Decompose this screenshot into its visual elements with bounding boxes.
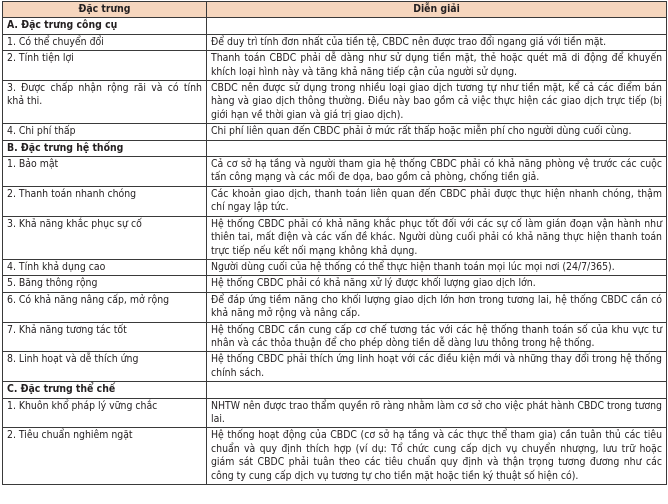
section-row [3,140,667,156]
description-cell: Hệ thống CBDC phải có khả năng khắc phục tốt đối với các sự cố làm gián đoạn vận hành như thiên tai, mất điện và các vấn đề khác. Người dùng cuối phải có khả năng thực hiện thanh toán trực tiếp nếu kết nối mạng không khả dụng. [207,216,667,259]
table-row [3,276,667,292]
characteristics-table [2,1,667,485]
description-cell: Hệ thống CBDC phải có khả năng xử lý được khối lượng giao dịch lớn. [207,276,667,292]
table-row [3,51,667,81]
table-row [3,216,667,259]
feature-cell: 2. Tiêu chuẩn nghiêm ngặt [3,428,207,485]
description-cell: Chi phí liên quan đến CBDC phải ở mức rất thấp hoặc miễn phí cho người dùng cuối cùng. [207,124,667,140]
description-cell: Người dùng cuối của hệ thống có thể thực hiện thanh toán mọi lúc mọi nơi (24/7/365). [207,259,667,275]
table-row [3,157,667,187]
feature-cell: 2. Thanh toán nhanh chóng [3,186,207,216]
description-cell: Để duy trì tính đơn nhất của tiền tệ, CBDC nên được trao đổi ngang giá với tiền mặt. [207,34,667,50]
table-row [3,259,667,275]
header-description: Diễn giải [207,2,667,18]
table-row [3,398,667,428]
description-cell: Để đáp ứng tiềm năng cho khối lượng giao dịch lớn hơn trong tương lai, hệ thống CBDC cần có khả năng mở rộng và nâng cấp. [207,292,667,322]
description-cell: Hệ thống hoạt động của CBDC (cơ sở hạ tầng và các thực thể tham gia) cần tuân thủ các tiêu chuẩn và quy định thích hợp (ví dụ: Tổ chức cung cấp dịch vụ chuyển nhượng, lưu trữ hoặc giám sát CBDC phải tuân theo các tiêu chuẩn quy định và thận trọng tương đương như các công ty cung cấp dịch vụ tương tự cho tiền mặt hoặc tiền ký thuật số hiện có). [207,428,667,485]
feature-cell: 8. Linh hoạt và dễ thích ứng [3,352,207,382]
description-cell: Hệ thống CBDC phải thích ứng linh hoạt với các điều kiện mới và những thay đổi trong hệ thống chính sách. [207,352,667,382]
feature-cell: 3. Khả năng khắc phục sự cố [3,216,207,259]
feature-cell: 5. Băng thông rộng [3,276,207,292]
table-row [3,81,667,124]
description-cell: NHTW nên được trao thẩm quyền rõ ràng nhằm làm cơ sở cho việc phát hành CBDC trong tương lai. [207,398,667,428]
feature-cell: 1. Bảo mật [3,157,207,187]
header-feature: Đặc trưng [3,2,207,18]
description-cell: Các khoản giao dịch, thanh toán liên quan đến CBDC phải được thực hiện nhanh chóng, thậm chí ngay lập tức. [207,186,667,216]
description-cell: CBDC nên được sử dụng trong nhiều loại giao dịch tương tự như tiền mặt, kể cả các điểm bán hàng và giao dịch thông thường. Điều này bao gồm cả việc thực hiện các giao dịch trực tiếp (bị giới hạn về thời gian và giá trị giao dịch). [207,81,667,124]
feature-cell: 4. Tính khả dụng cao [3,259,207,275]
feature-cell: 2. Tính tiện lợi [3,51,207,81]
table-row [3,292,667,322]
section-row [3,18,667,34]
feature-cell: 1. Có thể chuyển đổi [3,34,207,50]
feature-cell: 6. Có khả năng nâng cấp, mở rộng [3,292,207,322]
description-cell: Cả cơ sở hạ tầng và người tham gia hệ thống CBDC phải có khả năng phòng vệ trước các cuộc tấn công mạng và các mối đe dọa, bao gồm cả phòng, chống tiền giả. [207,157,667,187]
feature-cell: 3. Được chấp nhận rộng rãi và có tính khả thi. [3,81,207,124]
section-title: C. Đặc trưng thể chế [3,382,207,398]
table-row [3,186,667,216]
table-row [3,124,667,140]
table-header-row [3,2,667,18]
section-row [3,382,667,398]
description-cell: Thanh toán CBDC phải dễ dàng như sử dụng tiền mặt, thẻ hoặc quét mã di động để khuyến khích loại hình này và tăng khả năng tiếp cận của người sử dụng. [207,51,667,81]
feature-cell: 4. Chi phí thấp [3,124,207,140]
table-row [3,428,667,485]
description-cell: Hệ thống CBDC cần cung cấp cơ chế tương tác với các hệ thống thanh toán số của khu vực tư nhân và các thỏa thuận để cho phép dòng tiền dễ dàng lưu thông trong hệ thống. [207,322,667,352]
section-title: A. Đặc trưng công cụ [3,18,207,34]
table-row [3,352,667,382]
feature-cell: 7. Khả năng tương tác tốt [3,322,207,352]
table-row [3,34,667,50]
feature-cell: 1. Khuôn khổ pháp lý vững chắc [3,398,207,428]
table-row [3,322,667,352]
section-title: B. Đặc trưng hệ thống [3,140,207,156]
